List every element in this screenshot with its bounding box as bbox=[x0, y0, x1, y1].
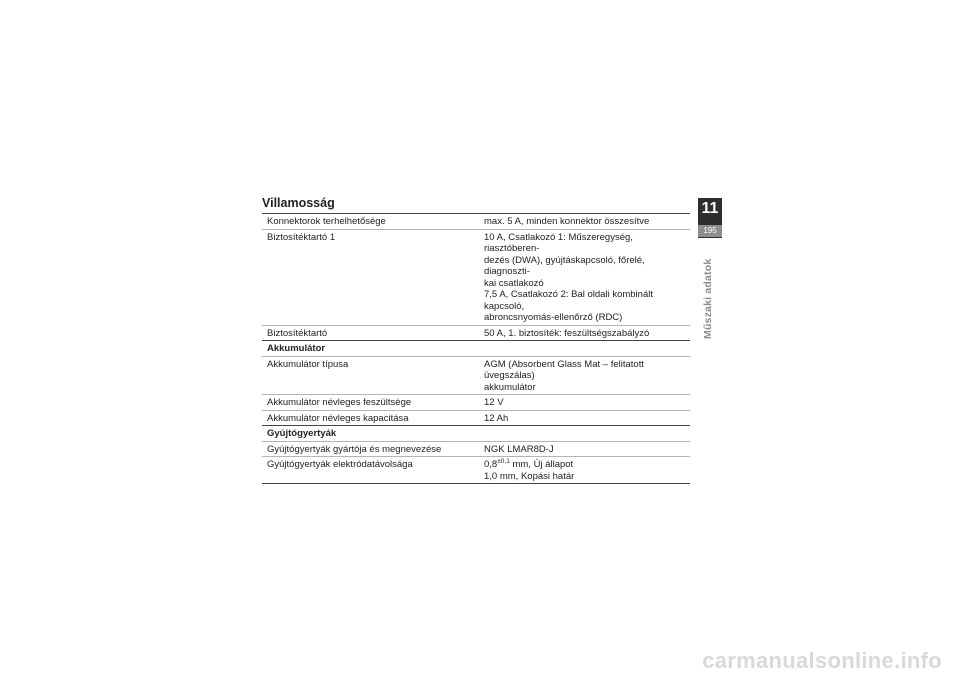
chapter-side-label: Műszaki adatok bbox=[702, 258, 714, 339]
gap-tolerance: ±0,1 bbox=[497, 458, 510, 465]
table-row bbox=[262, 441, 690, 457]
section-heading-row bbox=[262, 341, 690, 357]
row-value: 12 V bbox=[479, 395, 690, 411]
table-row bbox=[262, 325, 690, 341]
page-title: Villamosság bbox=[262, 196, 335, 210]
section-heading-spark-plugs: Gyújtógyertyák bbox=[262, 426, 690, 442]
table-row bbox=[262, 356, 690, 395]
row-label: Biztosítéktartó bbox=[262, 325, 479, 341]
section-heading-row bbox=[262, 426, 690, 442]
gap-base: 0,8 bbox=[484, 459, 498, 470]
row-label: Akkumulátor névleges feszültsége bbox=[262, 395, 479, 411]
row-value: 12 Ah bbox=[479, 410, 690, 426]
chapter-number: 11 bbox=[701, 200, 719, 217]
row-value: AGM (Absorbent Glass Mat – felitatott üvegszálas) akkumulátor bbox=[479, 356, 690, 395]
watermark: carmanualsonline.info bbox=[702, 648, 942, 673]
table-row bbox=[262, 214, 690, 230]
table-row bbox=[262, 395, 690, 411]
table-row bbox=[262, 410, 690, 426]
table-row bbox=[262, 457, 690, 484]
row-value: 10 A, Csatlakozó 1: Műszeregység, riasztóberen- dezés (DWA), gyújtáskapcsoló, főrelé, diagnoszti- kai csatlakozó 7,5 A, Csatlakozó 2: Bal oldali kombinált kapcsoló, abroncsnyomás-ellenőrző (RDC) bbox=[479, 229, 690, 325]
row-label: Akkumulátor típusa bbox=[262, 356, 479, 395]
row-label: Gyújtógyertyák gyártója és megnevezése bbox=[262, 441, 479, 457]
table-row bbox=[262, 229, 690, 325]
row-label: Akkumulátor névleges kapacitása bbox=[262, 410, 479, 426]
row-label: Biztosítéktartó 1 bbox=[262, 229, 479, 325]
row-value: max. 5 A, minden konnektor összesítve bbox=[479, 214, 690, 230]
chapter-tab bbox=[698, 198, 722, 238]
gap-rest: mm, Új állapot bbox=[509, 459, 574, 470]
row-label: Konnektorok terhelhetősége bbox=[262, 214, 479, 230]
page-number: 195 bbox=[698, 225, 722, 237]
row-value: NGK LMAR8D-J bbox=[479, 441, 690, 457]
section-heading-battery: Akkumulátor bbox=[262, 341, 690, 357]
gap-wear-limit: 1,0 mm, Kopási határ bbox=[484, 470, 575, 482]
row-value bbox=[479, 457, 690, 484]
row-value: 50 A, 1. biztosíték: feszültségszabályzó bbox=[479, 325, 690, 341]
specs-table bbox=[262, 213, 690, 484]
row-label: Gyújtógyertyák elektródatávolsága bbox=[262, 457, 479, 484]
